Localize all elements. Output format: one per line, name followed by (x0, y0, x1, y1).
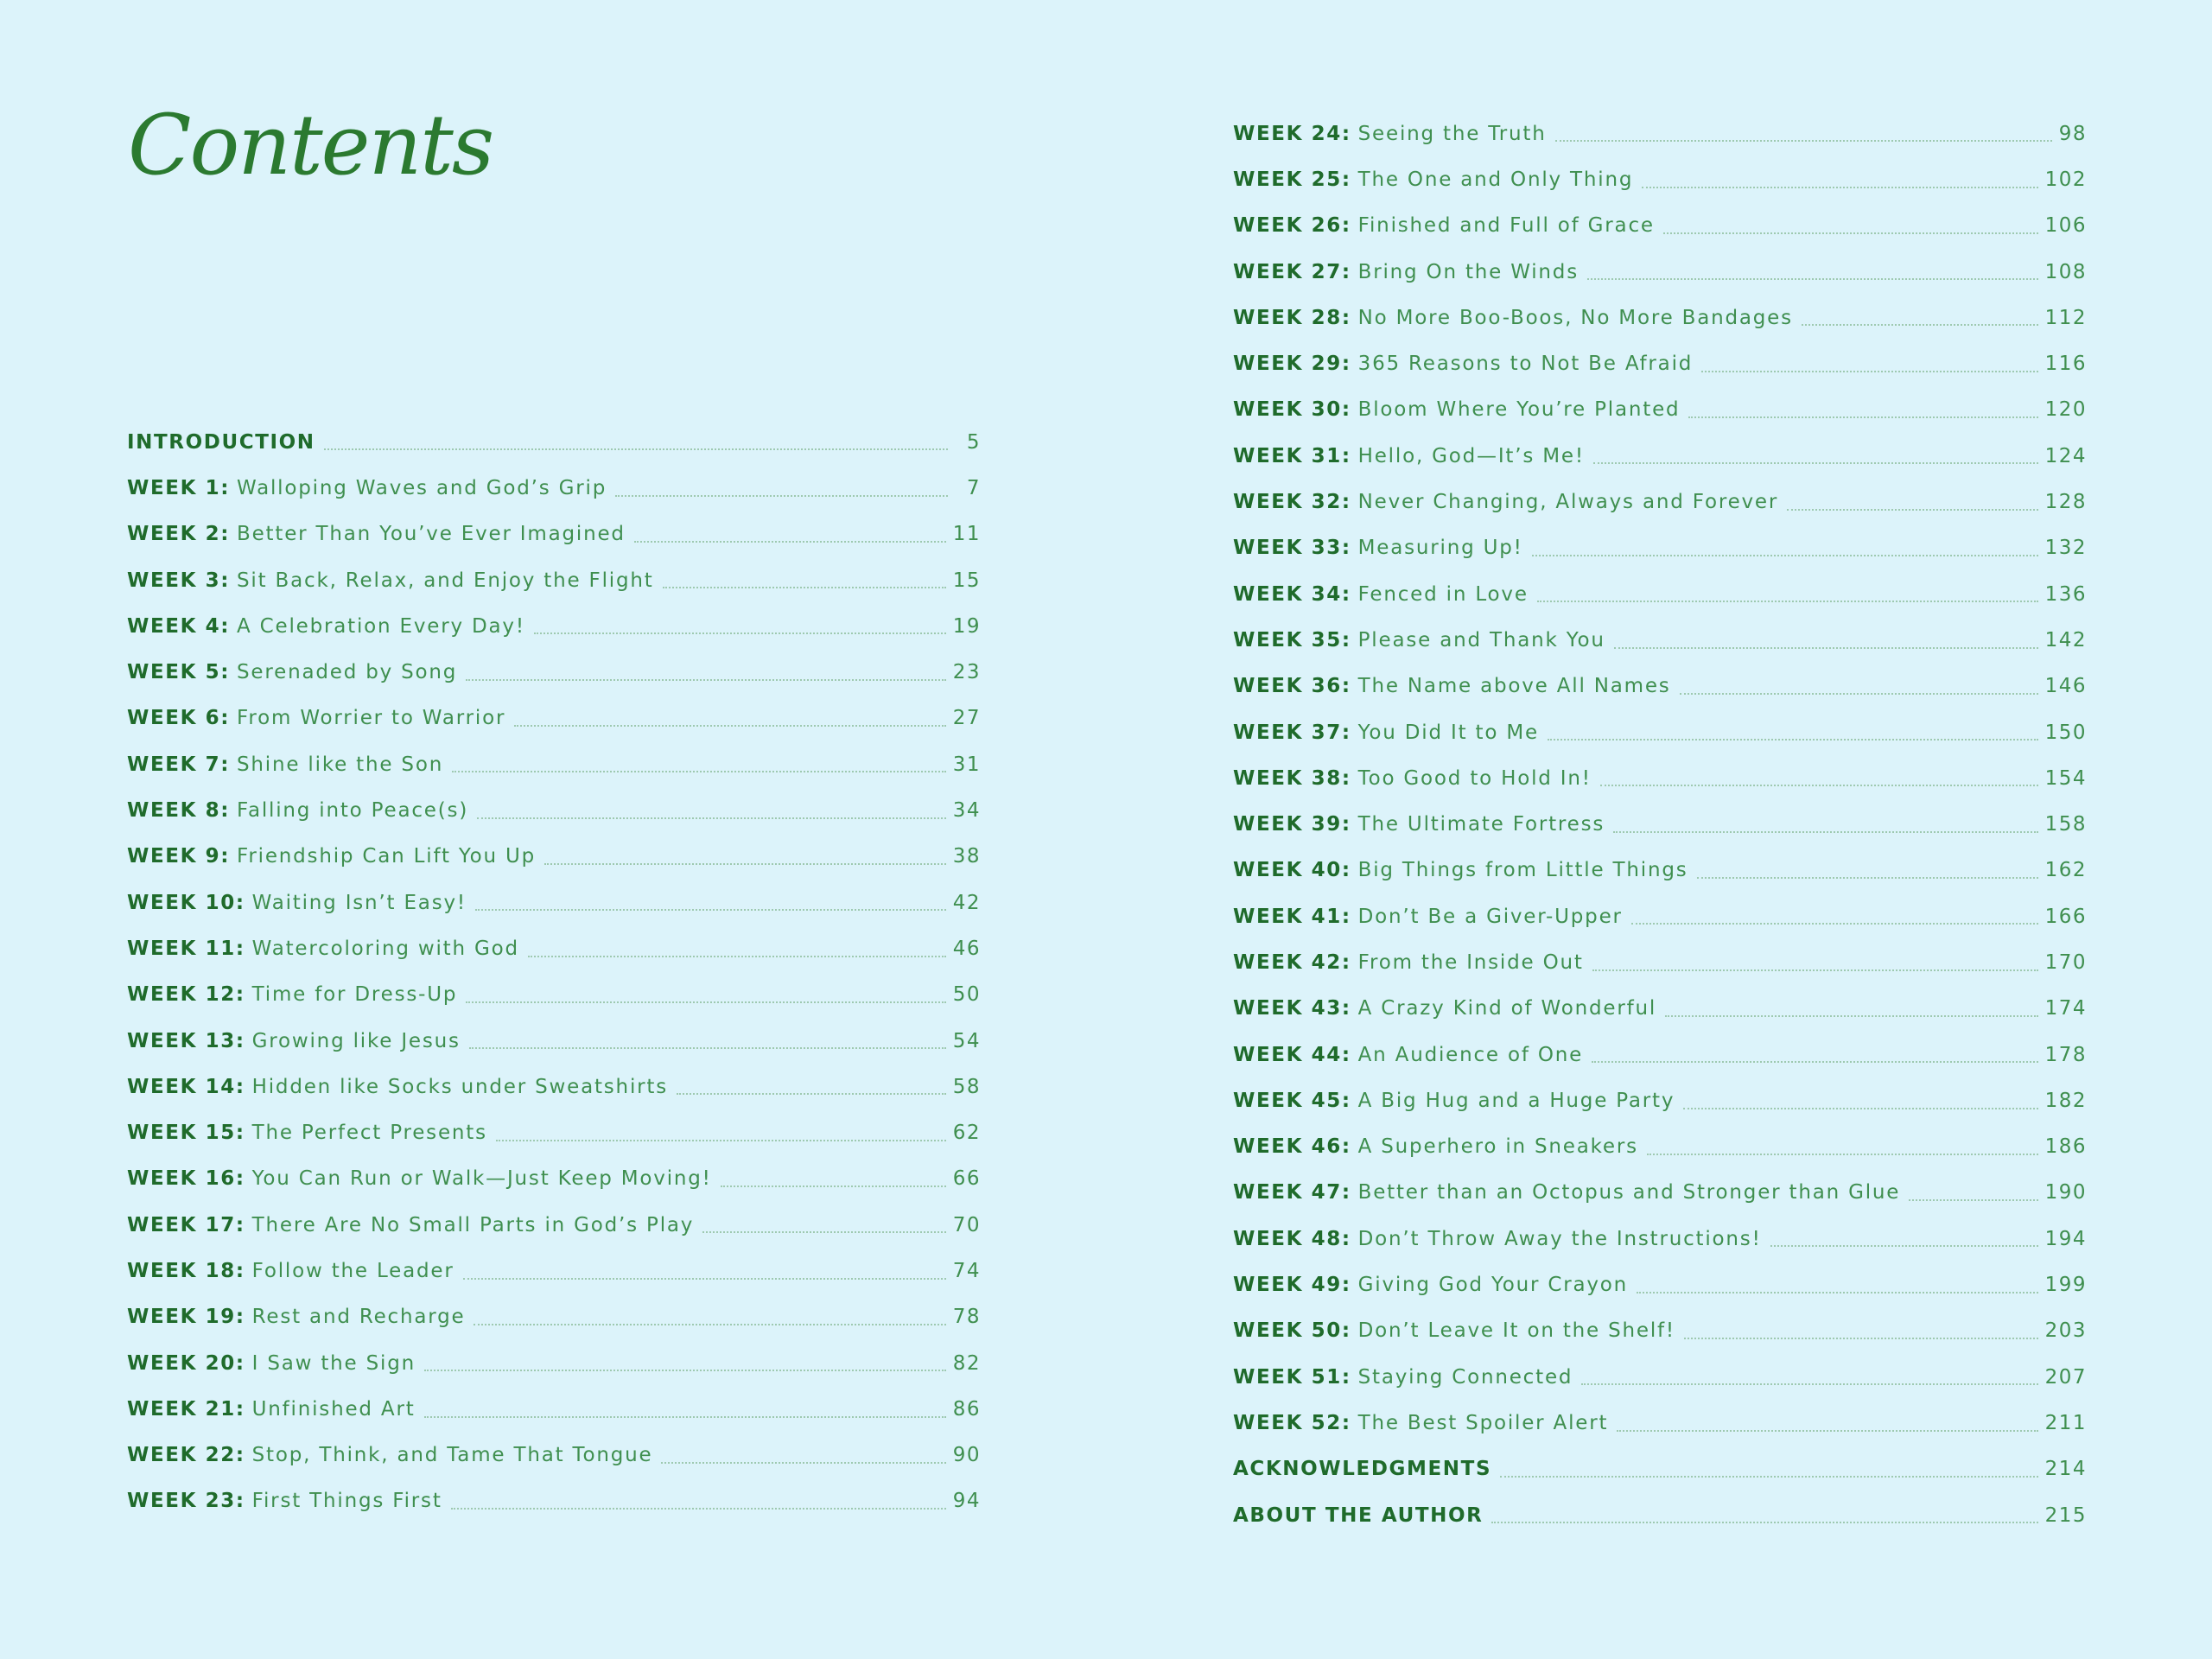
entry-label: WEEK 3: (127, 569, 231, 592)
entry-title: Serenaded by Song (237, 661, 458, 684)
entry-title: A Big Hug and a Huge Party (1357, 1089, 1675, 1112)
entry-title: Better than an Octopus and Stronger than Glue (1357, 1181, 1901, 1205)
leader-dots (496, 1140, 946, 1141)
entry-label: WEEK 10: (127, 891, 245, 914)
leader-dots (1555, 140, 2052, 142)
page-number: 170 (2044, 950, 2087, 974)
entry-label: WEEK 23: (127, 1490, 245, 1513)
entry-title: Giving God Your Crayon (1357, 1274, 1629, 1297)
page-number: 74 (952, 1259, 981, 1282)
toc-entry[interactable] (1233, 1077, 2087, 1123)
leader-dots (1647, 1154, 2038, 1155)
toc-entry[interactable] (1233, 1492, 2087, 1538)
toc-entry[interactable] (1233, 249, 2087, 295)
entry-label: WEEK 32: (1233, 491, 1351, 514)
entry-label: WEEK 52: (1233, 1411, 1351, 1434)
entry-title: You Did It to Me (1357, 721, 1539, 744)
toc-entry[interactable] (1233, 848, 2087, 893)
entry-title: 365 Reasons to Not Be Afraid (1357, 353, 1694, 376)
entry-label: WEEK 51: (1233, 1365, 1351, 1389)
toc-entry[interactable] (127, 603, 981, 649)
page-title: Contents (128, 97, 493, 194)
page-number: 158 (2044, 813, 2087, 836)
toc-entry[interactable] (1233, 986, 2087, 1032)
leader-dots (1592, 969, 2038, 971)
entry-label: WEEK 5: (127, 661, 231, 684)
entry-title: Better Than You’ve Ever Imagined (237, 523, 626, 546)
entry-label: WEEK 13: (127, 1029, 245, 1052)
entry-title: From the Inside Out (1357, 950, 1584, 974)
toc-entry[interactable] (1233, 939, 2087, 985)
toc-entry[interactable] (1233, 709, 2087, 755)
entry-label: WEEK 16: (127, 1167, 245, 1191)
leader-dots (1909, 1199, 2037, 1201)
toc-entry[interactable] (127, 1156, 981, 1202)
toc-entry[interactable] (127, 1386, 981, 1432)
toc-entry[interactable] (1233, 295, 2087, 340)
entry-label: INTRODUCTION (127, 430, 315, 454)
entry-label: WEEK 14: (127, 1075, 245, 1098)
entry-label: WEEK 25: (1233, 168, 1351, 191)
leader-dots (1802, 324, 2038, 326)
entry-label: WEEK 20: (127, 1351, 245, 1375)
leader-dots (1787, 509, 2037, 511)
page-number: 70 (952, 1213, 981, 1236)
entry-title: Fenced in Love (1357, 582, 1529, 606)
entry-label: WEEK 50: (1233, 1319, 1351, 1343)
entry-title: The Name above All Names (1357, 675, 1671, 698)
entry-title: Friendship Can Lift You Up (237, 845, 537, 868)
entry-title: The Ultimate Fortress (1357, 813, 1605, 836)
leader-dots (1581, 1383, 2037, 1385)
page-number: 58 (952, 1075, 981, 1098)
entry-label: WEEK 24: (1233, 122, 1351, 145)
leader-dots (1532, 555, 2038, 556)
leader-dots (1631, 923, 2038, 925)
leader-dots (1637, 1292, 2038, 1294)
toc-entry[interactable] (1233, 1216, 2087, 1262)
page-number: 182 (2044, 1089, 2087, 1112)
leader-dots (534, 632, 946, 634)
entry-label: WEEK 33: (1233, 537, 1351, 560)
leader-dots (1642, 187, 2037, 188)
entry-title: Don’t Leave It on the Shelf! (1357, 1319, 1675, 1343)
page-number: 178 (2044, 1043, 2087, 1066)
page-number: 214 (2044, 1458, 2087, 1481)
page-number: 211 (2044, 1411, 2087, 1434)
page-number: 142 (2044, 628, 2087, 652)
leader-dots (1600, 785, 2038, 786)
entry-title: A Crazy Kind of Wonderful (1357, 997, 1657, 1020)
entry-label: WEEK 47: (1233, 1181, 1351, 1205)
entry-title: Hidden like Socks under Sweatshirts (251, 1075, 668, 1098)
toc-entry[interactable] (127, 1202, 981, 1248)
leader-dots (677, 1093, 946, 1095)
toc-entry[interactable] (1233, 525, 2087, 571)
page-number: 102 (2044, 168, 2087, 191)
entry-title: Big Things from Little Things (1357, 859, 1688, 882)
toc-entry[interactable] (127, 696, 981, 741)
entry-label: WEEK 22: (127, 1444, 245, 1467)
page-number: 5 (966, 430, 981, 454)
toc-entry[interactable] (1233, 893, 2087, 939)
entry-title: No More Boo-Boos, No More Bandages (1357, 306, 1793, 329)
entry-title: A Celebration Every Day! (237, 614, 525, 638)
toc-entry[interactable] (1233, 387, 2087, 433)
entry-title: Hello, God—It’s Me! (1357, 444, 1585, 467)
leader-dots (1537, 601, 2038, 602)
entry-title: Walloping Waves and God’s Grip (237, 476, 607, 499)
toc-entry[interactable] (1233, 617, 2087, 663)
page-number: 112 (2044, 306, 2087, 329)
entry-title: A Superhero in Sneakers (1357, 1135, 1638, 1159)
page-number: 154 (2044, 766, 2087, 790)
leader-dots (661, 1462, 945, 1464)
page-number: 186 (2044, 1135, 2087, 1159)
entry-label: WEEK 40: (1233, 859, 1351, 882)
leader-dots (1701, 371, 2037, 372)
page-number: 146 (2044, 675, 2087, 698)
toc-entry[interactable] (1233, 801, 2087, 847)
toc-entry[interactable] (1233, 433, 2087, 479)
entry-title: Finished and Full of Grace (1357, 214, 1655, 238)
toc-entry[interactable] (1233, 1262, 2087, 1307)
entry-label: WEEK 26: (1233, 214, 1351, 238)
page-number: 150 (2044, 721, 2087, 744)
entry-title: Follow the Leader (251, 1259, 454, 1282)
leader-dots (1614, 647, 2038, 649)
entry-label: ABOUT THE AUTHOR (1233, 1503, 1484, 1527)
entry-label: WEEK 38: (1233, 766, 1351, 790)
leader-dots (1593, 462, 2038, 464)
toc-entry[interactable] (1233, 755, 2087, 801)
toc-entry[interactable] (127, 465, 981, 511)
leader-dots (1683, 1108, 2037, 1109)
toc-entry[interactable] (1233, 1400, 2087, 1446)
entry-title: I Saw the Sign (251, 1351, 416, 1375)
leader-dots (634, 541, 946, 543)
page-number: 78 (952, 1306, 981, 1329)
toc-entry[interactable] (127, 1340, 981, 1386)
page-number: 162 (2044, 859, 2087, 882)
entry-title: You Can Run or Walk—Just Keep Moving! (251, 1167, 712, 1191)
entry-label: WEEK 19: (127, 1306, 245, 1329)
toc-entry[interactable] (127, 1018, 981, 1064)
toc-entry[interactable] (1233, 111, 2087, 156)
entry-title: Time for Dress-Up (251, 983, 458, 1007)
entry-title: Waiting Isn’t Easy! (251, 891, 467, 914)
page-number: 190 (2044, 1181, 2087, 1205)
leader-dots (721, 1185, 946, 1187)
entry-label: WEEK 17: (127, 1213, 245, 1236)
entry-title: Unfinished Art (251, 1397, 416, 1421)
page-number: 23 (952, 661, 981, 684)
toc-entry[interactable] (1233, 156, 2087, 202)
toc-entry[interactable] (127, 512, 981, 557)
toc-entry[interactable] (127, 1478, 981, 1524)
leader-dots (475, 909, 946, 911)
entry-title: Please and Thank You (1357, 628, 1605, 652)
entry-title: Don’t Throw Away the Instructions! (1357, 1227, 1762, 1250)
page-number: 132 (2044, 537, 2087, 560)
leader-dots (1684, 1338, 2038, 1339)
entry-label: WEEK 39: (1233, 813, 1351, 836)
entry-title: An Audience of One (1357, 1043, 1584, 1066)
page-number: 174 (2044, 997, 2087, 1020)
entry-label: WEEK 34: (1233, 582, 1351, 606)
toc-entry[interactable] (127, 419, 981, 465)
entry-label: WEEK 43: (1233, 997, 1351, 1020)
entry-label: WEEK 8: (127, 799, 231, 823)
page-number: 124 (2044, 444, 2087, 467)
leader-dots (452, 771, 946, 772)
entry-title: Falling into Peace(s) (237, 799, 469, 823)
entry-label: WEEK 46: (1233, 1135, 1351, 1159)
page-number: 199 (2044, 1274, 2087, 1297)
leader-dots (544, 863, 946, 865)
leader-dots (469, 1047, 946, 1049)
toc-entry[interactable] (127, 880, 981, 925)
entry-label: WEEK 44: (1233, 1043, 1351, 1066)
page-number: 34 (952, 799, 981, 823)
entry-title: There Are No Small Parts in God’s Play (251, 1213, 695, 1236)
page-number: 54 (952, 1029, 981, 1052)
entry-title: Growing like Jesus (251, 1029, 461, 1052)
entry-title: Don’t Be a Giver-Upper (1357, 905, 1623, 928)
page-number: 207 (2044, 1365, 2087, 1389)
toc-entry[interactable] (127, 972, 981, 1018)
entry-label: WEEK 35: (1233, 628, 1351, 652)
page-number: 128 (2044, 491, 2087, 514)
page-number: 194 (2044, 1227, 2087, 1250)
page-number: 38 (952, 845, 981, 868)
leader-dots (463, 1278, 946, 1280)
toc-entry[interactable] (1233, 1446, 2087, 1492)
entry-title: First Things First (251, 1490, 442, 1513)
entry-title: Shine like the Son (237, 753, 444, 776)
page-number: 106 (2044, 214, 2087, 238)
entry-label: WEEK 37: (1233, 721, 1351, 744)
entry-label: WEEK 30: (1233, 398, 1351, 422)
leader-dots (1548, 739, 2038, 741)
entry-title: The One and Only Thing (1357, 168, 1634, 191)
toc-entry[interactable] (1233, 1354, 2087, 1400)
entry-title: From Worrier to Warrior (237, 707, 506, 730)
toc-entry[interactable] (1233, 1032, 2087, 1077)
entry-label: WEEK 1: (127, 476, 231, 499)
toc-entry[interactable] (127, 557, 981, 603)
toc-entry[interactable] (1233, 203, 2087, 249)
leader-dots (1587, 278, 2038, 280)
entry-title: The Best Spoiler Alert (1357, 1411, 1609, 1434)
entry-label: WEEK 45: (1233, 1089, 1351, 1112)
entry-label: WEEK 28: (1233, 306, 1351, 329)
leader-dots (1770, 1245, 2038, 1247)
page-number: 120 (2044, 398, 2087, 422)
page-number: 82 (952, 1351, 981, 1375)
toc-entry[interactable] (1233, 1308, 2087, 1354)
entry-label: WEEK 4: (127, 614, 231, 638)
toc-entry[interactable] (127, 834, 981, 880)
toc-entry[interactable] (127, 741, 981, 787)
toc-entry[interactable] (127, 1248, 981, 1294)
page-number: 166 (2044, 905, 2087, 928)
leader-dots (451, 1508, 946, 1510)
leader-dots (1613, 831, 2037, 833)
page-number: 11 (952, 523, 981, 546)
page-number: 31 (952, 753, 981, 776)
entry-title: Never Changing, Always and Forever (1357, 491, 1779, 514)
entry-title: Rest and Recharge (251, 1306, 466, 1329)
leader-dots (1663, 232, 2038, 234)
leader-dots (1697, 877, 2038, 879)
page-number: 94 (952, 1490, 981, 1513)
entry-label: WEEK 18: (127, 1259, 245, 1282)
toc-entry[interactable] (127, 1064, 981, 1109)
toc-entry[interactable] (1233, 340, 2087, 386)
entry-title: Bring On the Winds (1357, 260, 1579, 283)
page-number: 116 (2044, 353, 2087, 376)
entry-label: WEEK 49: (1233, 1274, 1351, 1297)
entry-label: WEEK 6: (127, 707, 231, 730)
page-number: 27 (952, 707, 981, 730)
leader-dots (424, 1416, 946, 1418)
entry-title: Too Good to Hold In! (1357, 766, 1592, 790)
entry-title: Sit Back, Relax, and Enjoy the Flight (237, 569, 654, 592)
leader-dots (424, 1370, 946, 1371)
entry-title: Watercoloring with God (251, 937, 519, 960)
entry-label: WEEK 29: (1233, 353, 1351, 376)
entry-title: Bloom Where You’re Planted (1357, 398, 1681, 422)
entry-title: Stop, Think, and Tame That Tongue (251, 1444, 653, 1467)
page-number: 86 (952, 1397, 981, 1421)
entry-label: WEEK 12: (127, 983, 245, 1007)
leader-dots (1680, 693, 2038, 695)
entry-label: ACKNOWLEDGMENTS (1233, 1458, 1492, 1481)
page-number: 50 (952, 983, 981, 1007)
toc-entry[interactable] (127, 925, 981, 971)
leader-dots (466, 679, 946, 681)
page-number: 15 (952, 569, 981, 592)
leader-dots (324, 448, 948, 450)
toc-entry[interactable] (1233, 1170, 2087, 1216)
toc-entry[interactable] (127, 1433, 981, 1478)
leader-dots (1500, 1476, 2037, 1478)
page-number: 90 (952, 1444, 981, 1467)
leader-dots (1592, 1061, 2037, 1063)
page-number: 7 (966, 476, 981, 499)
leader-dots (663, 587, 946, 588)
page-number: 98 (2058, 122, 2087, 145)
entry-title: Staying Connected (1357, 1365, 1573, 1389)
page-number: 46 (952, 937, 981, 960)
page-number: 108 (2044, 260, 2087, 283)
entry-label: WEEK 11: (127, 937, 245, 960)
entry-title: Seeing the Truth (1357, 122, 1547, 145)
entry-title: The Perfect Presents (251, 1122, 487, 1145)
leader-dots (474, 1324, 945, 1325)
entry-label: WEEK 21: (127, 1397, 245, 1421)
page-number: 19 (952, 614, 981, 638)
leader-dots (1665, 1015, 2038, 1017)
entry-label: WEEK 7: (127, 753, 231, 776)
entry-label: WEEK 36: (1233, 675, 1351, 698)
page-number: 136 (2044, 582, 2087, 606)
toc-entry[interactable] (127, 649, 981, 695)
toc-entry[interactable] (127, 1109, 981, 1155)
leader-dots (615, 495, 948, 497)
page-number: 42 (952, 891, 981, 914)
leader-dots (528, 956, 946, 957)
toc-entry[interactable] (1233, 479, 2087, 524)
entry-label: WEEK 9: (127, 845, 231, 868)
leader-dots (514, 725, 946, 727)
toc-entry[interactable] (1233, 571, 2087, 617)
leader-dots (702, 1231, 946, 1233)
leader-dots (466, 1001, 945, 1003)
toc-entry[interactable] (1233, 1124, 2087, 1170)
toc-left-column (127, 419, 981, 1524)
entry-label: WEEK 41: (1233, 905, 1351, 928)
leader-dots (1491, 1522, 2037, 1523)
page-number: 203 (2044, 1319, 2087, 1343)
entry-label: WEEK 2: (127, 523, 231, 546)
page-number: 215 (2044, 1503, 2087, 1527)
page-number: 62 (952, 1122, 981, 1145)
entry-label: WEEK 42: (1233, 950, 1351, 974)
toc-entry[interactable] (1233, 664, 2087, 709)
leader-dots (1688, 416, 2037, 418)
page-number: 66 (952, 1167, 981, 1191)
entry-label: WEEK 27: (1233, 260, 1351, 283)
entry-label: WEEK 15: (127, 1122, 245, 1145)
entry-title: Measuring Up! (1357, 537, 1523, 560)
entry-label: WEEK 31: (1233, 444, 1351, 467)
leader-dots (1617, 1430, 2037, 1432)
toc-entry[interactable] (127, 787, 981, 833)
toc-right-column (1233, 111, 2087, 1538)
toc-entry[interactable] (127, 1294, 981, 1340)
entry-label: WEEK 48: (1233, 1227, 1351, 1250)
leader-dots (477, 817, 946, 819)
